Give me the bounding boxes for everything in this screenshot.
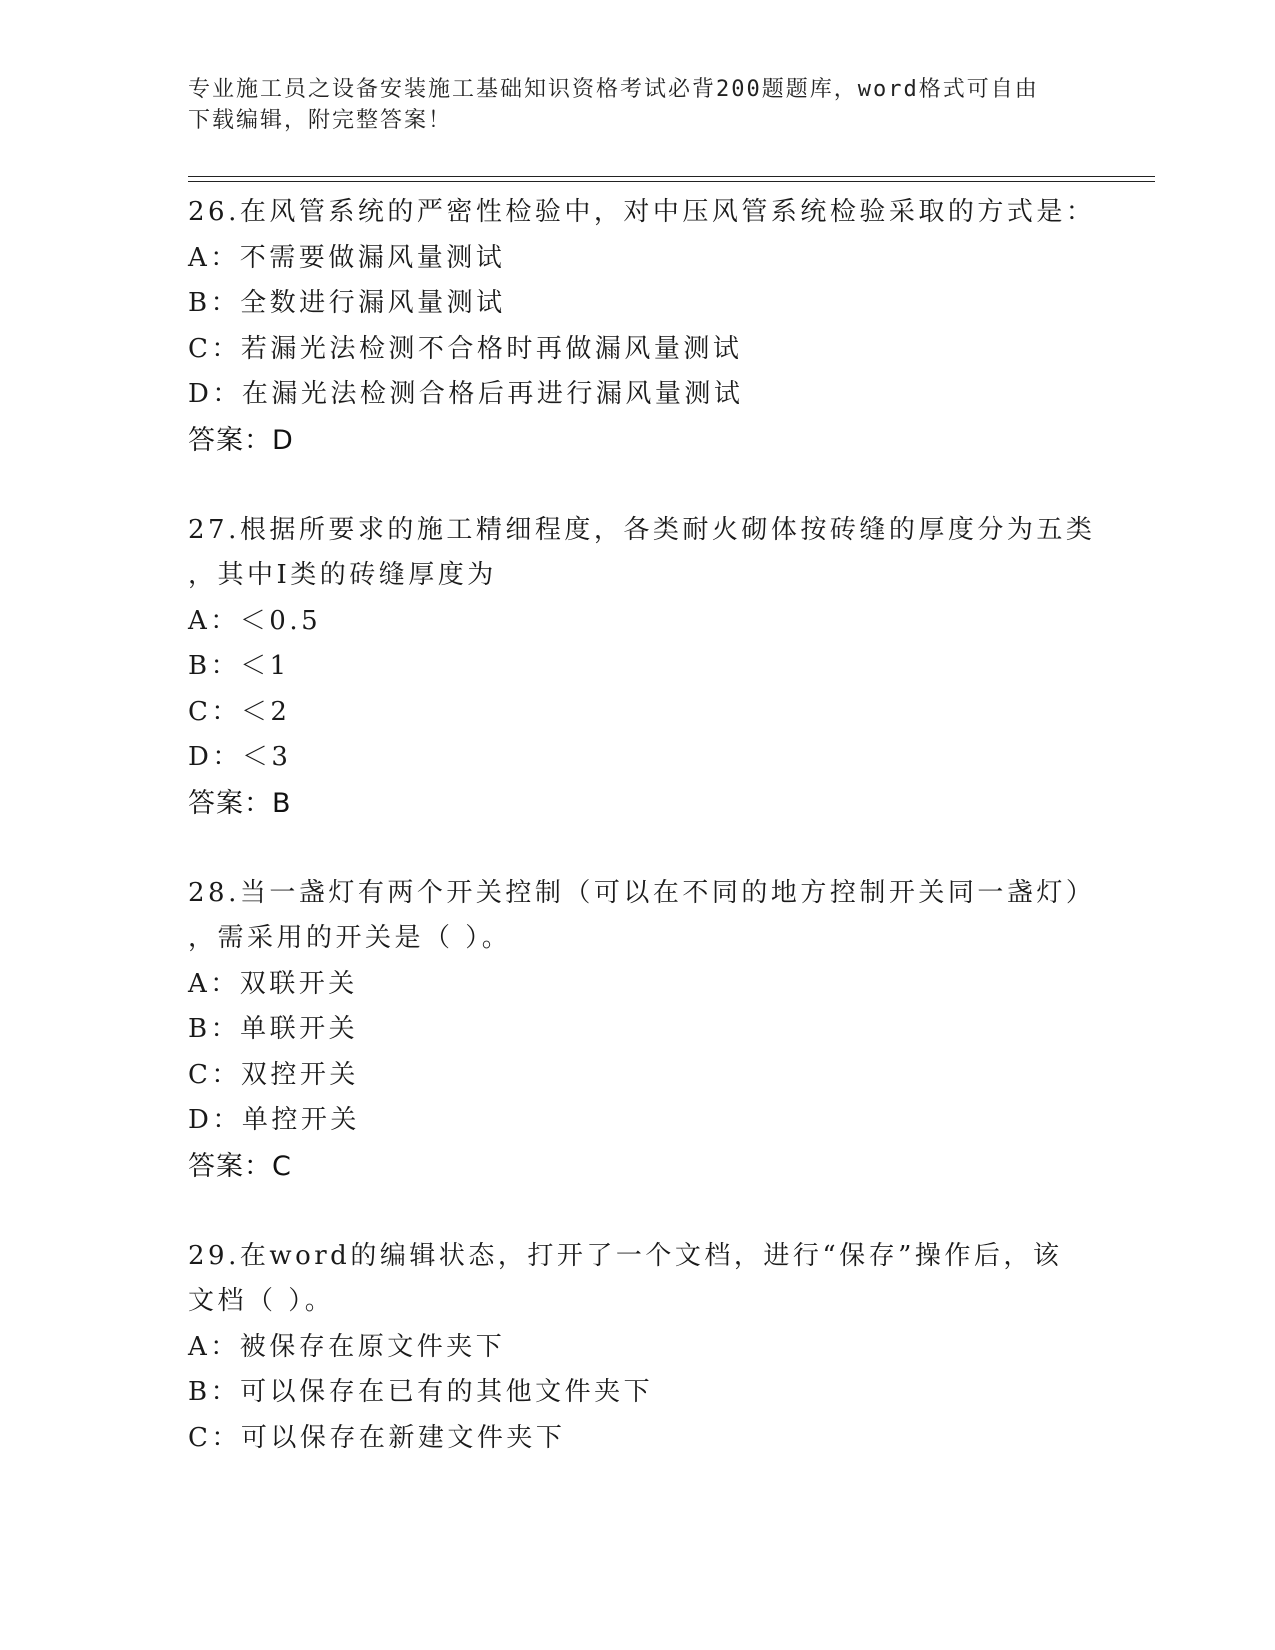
- question-option: C：若漏光法检测不合格时再做漏风量测试: [188, 333, 743, 364]
- question-stem: 文档（ ）。: [188, 1286, 335, 1316]
- header-rule-top: [188, 176, 1155, 177]
- question-option: A：被保存在原文件夹下: [188, 1331, 506, 1362]
- question-option: B：单联开关: [188, 1014, 359, 1044]
- question-block: [188, 508, 1096, 827]
- question-answer: 答案：B: [188, 787, 292, 819]
- question-stem: 28.当一盏灯有两个开关控制（可以在不同的地方控制开关同一盏灯）: [188, 877, 1096, 908]
- question-option: C：＜2: [188, 696, 291, 727]
- question-stem: 29.在word的编辑状态，打开了一个文档，进行“保存”操作后，该: [188, 1240, 1063, 1271]
- question-option: A：不需要做漏风量测试: [188, 242, 506, 273]
- question-stem: 26.在风管系统的严密性检验中，对中压风管系统检验采取的方式是：: [188, 197, 1096, 227]
- question-answer: 答案：D: [188, 424, 294, 456]
- question-block: [188, 1234, 1088, 1462]
- question-option: C：双控开关: [188, 1059, 359, 1090]
- question-option: B：＜1: [188, 651, 290, 681]
- question-option: D：在漏光法检测合格后再进行漏风量测试: [188, 379, 744, 409]
- question-option: A：＜0.5: [188, 605, 322, 636]
- question-block: [188, 871, 1096, 1190]
- question-option: D：＜3: [188, 742, 292, 772]
- document-header: [188, 74, 1068, 136]
- question-option: A：双联开关: [188, 968, 358, 999]
- question-answer: 答案：C: [188, 1150, 292, 1182]
- question-stem: 27.根据所要求的施工精细程度，各类耐火砌体按砖缝的厚度分为五类: [188, 514, 1096, 545]
- question-stem: ，其中Ⅰ类的砖缝厚度为: [188, 560, 497, 590]
- header-line-1: 专业施工员之设备安装施工基础知识资格考试必背200题题库，word格式可自由: [188, 77, 1039, 102]
- header-rule-bottom: [188, 181, 1155, 182]
- question-option: C：可以保存在新建文件夹下: [188, 1422, 566, 1453]
- question-block: [188, 190, 1096, 464]
- header-line-2: 下载编辑，附完整答案！: [188, 108, 453, 133]
- question-option: B：全数进行漏风量测试: [188, 288, 506, 318]
- question-option: D：单控开关: [188, 1105, 360, 1135]
- question-list: [188, 190, 1096, 1505]
- question-option: B：可以保存在已有的其他文件夹下: [188, 1377, 654, 1407]
- question-stem: ，需采用的开关是（ ）。: [188, 923, 512, 953]
